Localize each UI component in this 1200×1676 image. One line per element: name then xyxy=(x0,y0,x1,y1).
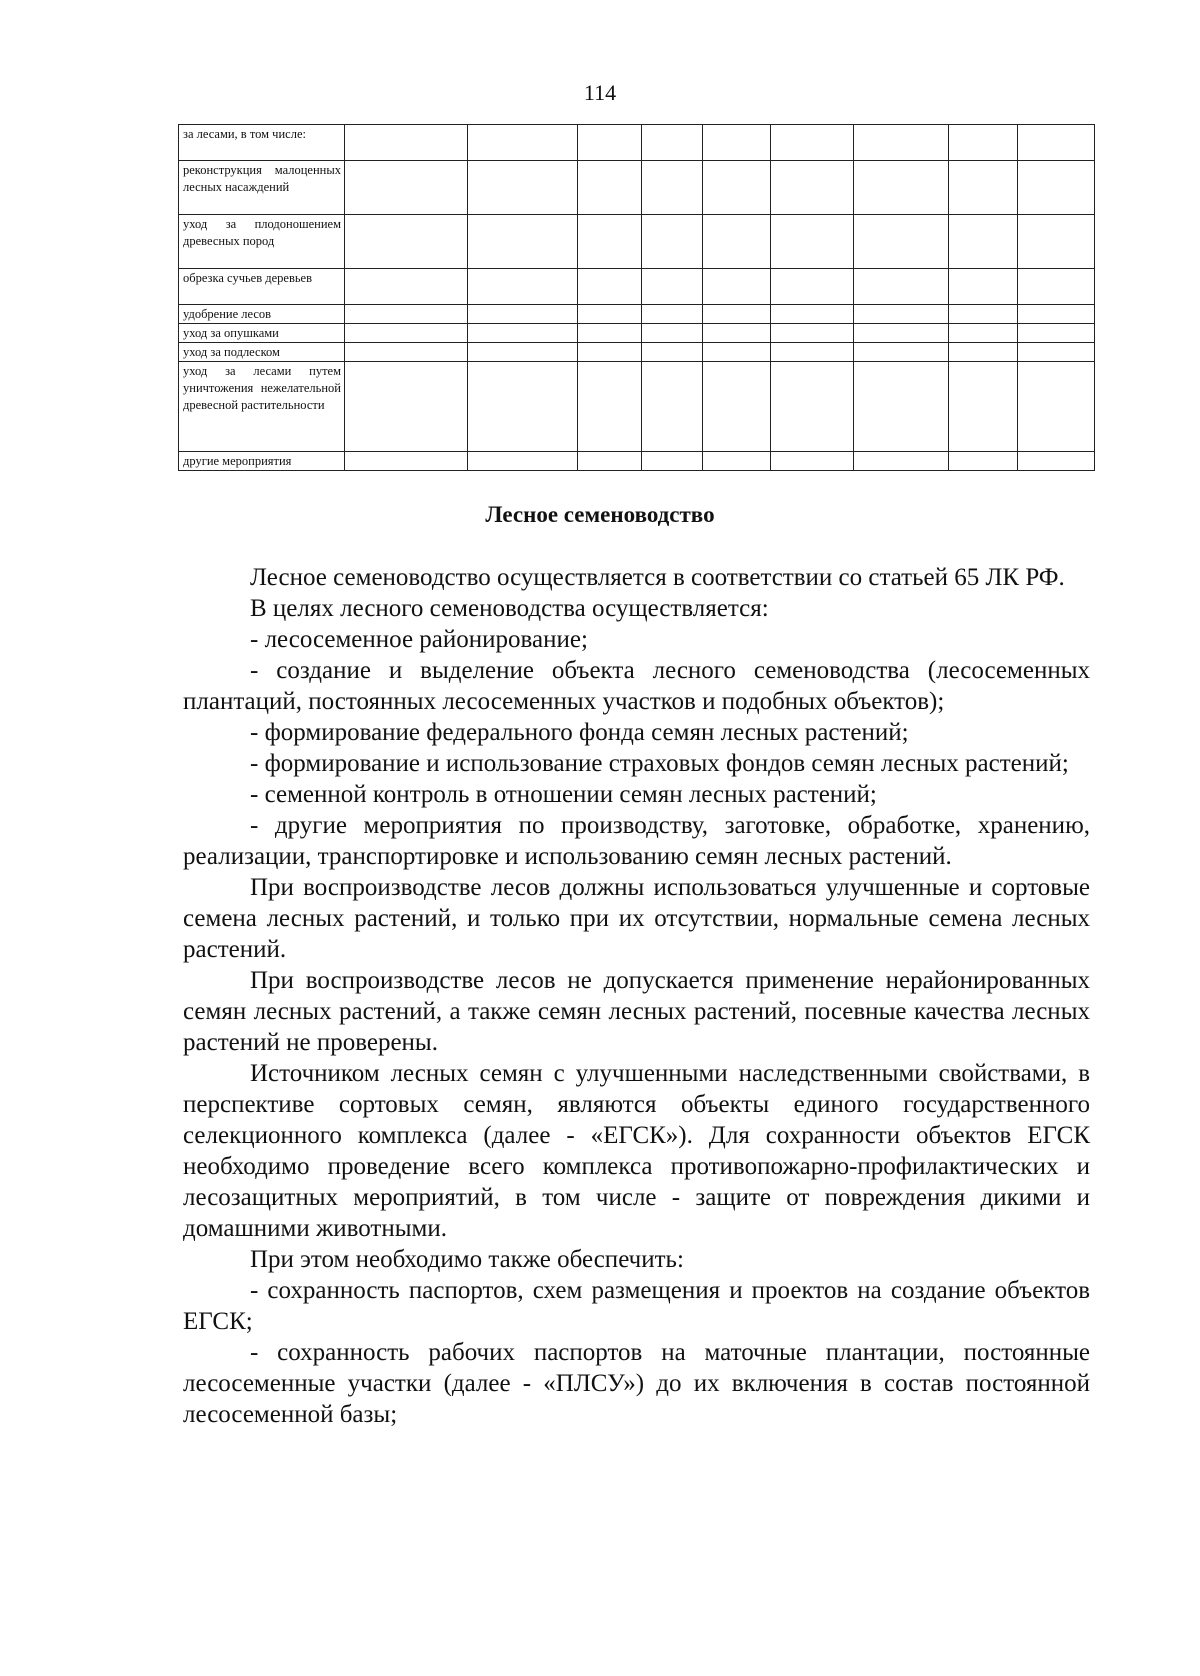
table-cell xyxy=(703,125,771,161)
row-label: уход за опушками xyxy=(179,324,345,343)
table-cell xyxy=(345,215,468,269)
forest-care-table xyxy=(178,124,1095,471)
table-cell xyxy=(578,269,642,305)
table-cell xyxy=(771,161,854,215)
table-cell xyxy=(642,324,703,343)
table-cell xyxy=(771,343,854,362)
table-cell xyxy=(578,362,642,452)
table-cell xyxy=(703,269,771,305)
table-cell xyxy=(703,362,771,452)
table-cell xyxy=(771,362,854,452)
table-cell xyxy=(468,305,578,324)
table-cell xyxy=(642,452,703,471)
table-cell xyxy=(703,452,771,471)
table-cell xyxy=(854,161,949,215)
table-cell xyxy=(703,324,771,343)
table-cell xyxy=(468,269,578,305)
paragraph: - семенной контроль в отношении семян лесных растений; xyxy=(250,781,877,808)
table-cell xyxy=(854,362,949,452)
table-cell xyxy=(771,305,854,324)
table-cell xyxy=(578,161,642,215)
paragraph: - сохранность паспортов, схем размещения и проектов на создание объектов ЕГСК; xyxy=(183,1277,1090,1335)
table-cell xyxy=(1018,125,1095,161)
table-row xyxy=(179,305,1095,324)
table-cell xyxy=(1018,324,1095,343)
paragraph: - формирование федерального фонда семян лесных растений; xyxy=(250,719,909,746)
table-cell xyxy=(949,343,1018,362)
table-cell xyxy=(578,452,642,471)
table-row xyxy=(179,161,1095,215)
section-title: Лесное семеноводство xyxy=(485,502,715,527)
table-cell xyxy=(642,215,703,269)
table-cell xyxy=(642,362,703,452)
table-cell xyxy=(949,215,1018,269)
row-label: уход за подлеском xyxy=(179,343,345,362)
table-cell xyxy=(949,362,1018,452)
row-label: обрезка сучьев деревьев xyxy=(179,269,345,305)
row-label: за лесами, в том числе: xyxy=(179,125,345,161)
table-cell xyxy=(771,324,854,343)
table-cell xyxy=(949,305,1018,324)
section-body xyxy=(183,562,1090,1430)
table-cell xyxy=(468,452,578,471)
table-cell xyxy=(771,269,854,305)
paragraph: Лесное семеноводство осуществляется в соответствии со статьей 65 ЛК РФ. xyxy=(250,564,1065,591)
table-row xyxy=(179,362,1095,452)
row-label: реконструкция малоценных лесных насаждений xyxy=(179,161,345,215)
table-cell xyxy=(949,161,1018,215)
table-cell xyxy=(1018,305,1095,324)
table-cell xyxy=(949,125,1018,161)
table-cell xyxy=(345,161,468,215)
table-cell xyxy=(703,161,771,215)
table-cell xyxy=(642,161,703,215)
table-cell xyxy=(642,343,703,362)
table-row xyxy=(179,215,1095,269)
table-cell xyxy=(949,269,1018,305)
table-cell xyxy=(468,161,578,215)
table-cell xyxy=(854,452,949,471)
table-cell xyxy=(578,343,642,362)
table-cell xyxy=(854,125,949,161)
table-cell xyxy=(345,269,468,305)
table-cell xyxy=(771,125,854,161)
table-cell xyxy=(345,305,468,324)
paragraph: - формирование и использование страховых фондов семян лесных растений; xyxy=(250,750,1069,777)
table-row xyxy=(179,125,1095,161)
table-cell xyxy=(345,324,468,343)
table-cell xyxy=(854,305,949,324)
table-cell xyxy=(703,215,771,269)
table-cell xyxy=(854,324,949,343)
row-label: другие мероприятия xyxy=(179,452,345,471)
table-cell xyxy=(468,343,578,362)
table-body xyxy=(179,125,1095,471)
paragraph: - другие мероприятия по производству, заготовке, обработке, хранению, реализации, транспортировке и использованию семян лесных растений. xyxy=(183,812,1090,870)
paragraph: При этом необходимо также обеспечить: xyxy=(250,1246,684,1273)
table-cell xyxy=(1018,269,1095,305)
table-cell xyxy=(703,343,771,362)
paragraph: - сохранность рабочих паспортов на маточные плантации, постоянные лесосеменные участки (далее - «ПЛСУ») до их включения в состав постоянной лесосеменной базы; xyxy=(183,1339,1090,1428)
table-cell xyxy=(345,452,468,471)
table-cell xyxy=(854,269,949,305)
table-cell xyxy=(642,305,703,324)
table-cell xyxy=(1018,343,1095,362)
paragraph: - создание и выделение объекта лесного семеноводства (лесосеменных плантаций, постоянных лесосеменных участков и подобных объектов); xyxy=(183,657,1090,715)
table-cell xyxy=(1018,452,1095,471)
table-cell xyxy=(468,324,578,343)
table-cell xyxy=(854,343,949,362)
paragraph: - лесосеменное районирование; xyxy=(250,626,588,653)
page-number: 114 xyxy=(583,80,617,105)
table-cell xyxy=(1018,215,1095,269)
table-row xyxy=(179,269,1095,305)
table-cell xyxy=(345,125,468,161)
table-row xyxy=(179,343,1095,362)
table-cell xyxy=(578,125,642,161)
table-row xyxy=(179,324,1095,343)
table-cell xyxy=(345,343,468,362)
table-cell xyxy=(642,269,703,305)
table-cell xyxy=(468,215,578,269)
row-label: уход за лесами путем уничтожения нежелательной древесной растительности xyxy=(179,362,345,452)
table-cell xyxy=(468,125,578,161)
table-cell xyxy=(642,125,703,161)
row-label: уход за плодоношением древесных пород xyxy=(179,215,345,269)
table-row xyxy=(179,452,1095,471)
table-cell xyxy=(578,305,642,324)
table-cell xyxy=(578,215,642,269)
paragraph: Источником лесных семян с улучшенными наследственными свойствами, в перспективе сортовых семян, являются объекты единого государственного селекционного комплекса (далее - «ЕГСК»). Для сохранности объектов ЕГСК необходимо проведение всего комплекса противопожарно-профилактических и лесозащитных мероприятий, в том числе - защите от повреждения дикими и домашними животными. xyxy=(183,1060,1090,1242)
paragraph: При воспроизводстве лесов должны использоваться улучшенные и сортовые семена лесных растений, и только при их отсутствии, нормальные семена лесных растений. xyxy=(183,874,1090,963)
paragraph: В целях лесного семеноводства осуществляется: xyxy=(250,595,769,622)
table-cell xyxy=(854,215,949,269)
table-cell xyxy=(1018,362,1095,452)
table-cell xyxy=(703,305,771,324)
table-cell xyxy=(1018,161,1095,215)
paragraph: При воспроизводстве лесов не допускается применение нерайонированных семян лесных растений, а также семян лесных растений, посевные качества лесных растений не проверены. xyxy=(183,967,1090,1056)
table-cell xyxy=(949,452,1018,471)
table-cell xyxy=(468,362,578,452)
table-cell xyxy=(771,452,854,471)
table-cell xyxy=(578,324,642,343)
table-cell xyxy=(345,362,468,452)
table-cell xyxy=(949,324,1018,343)
row-label: удобрение лесов xyxy=(179,305,345,324)
table-cell xyxy=(771,215,854,269)
